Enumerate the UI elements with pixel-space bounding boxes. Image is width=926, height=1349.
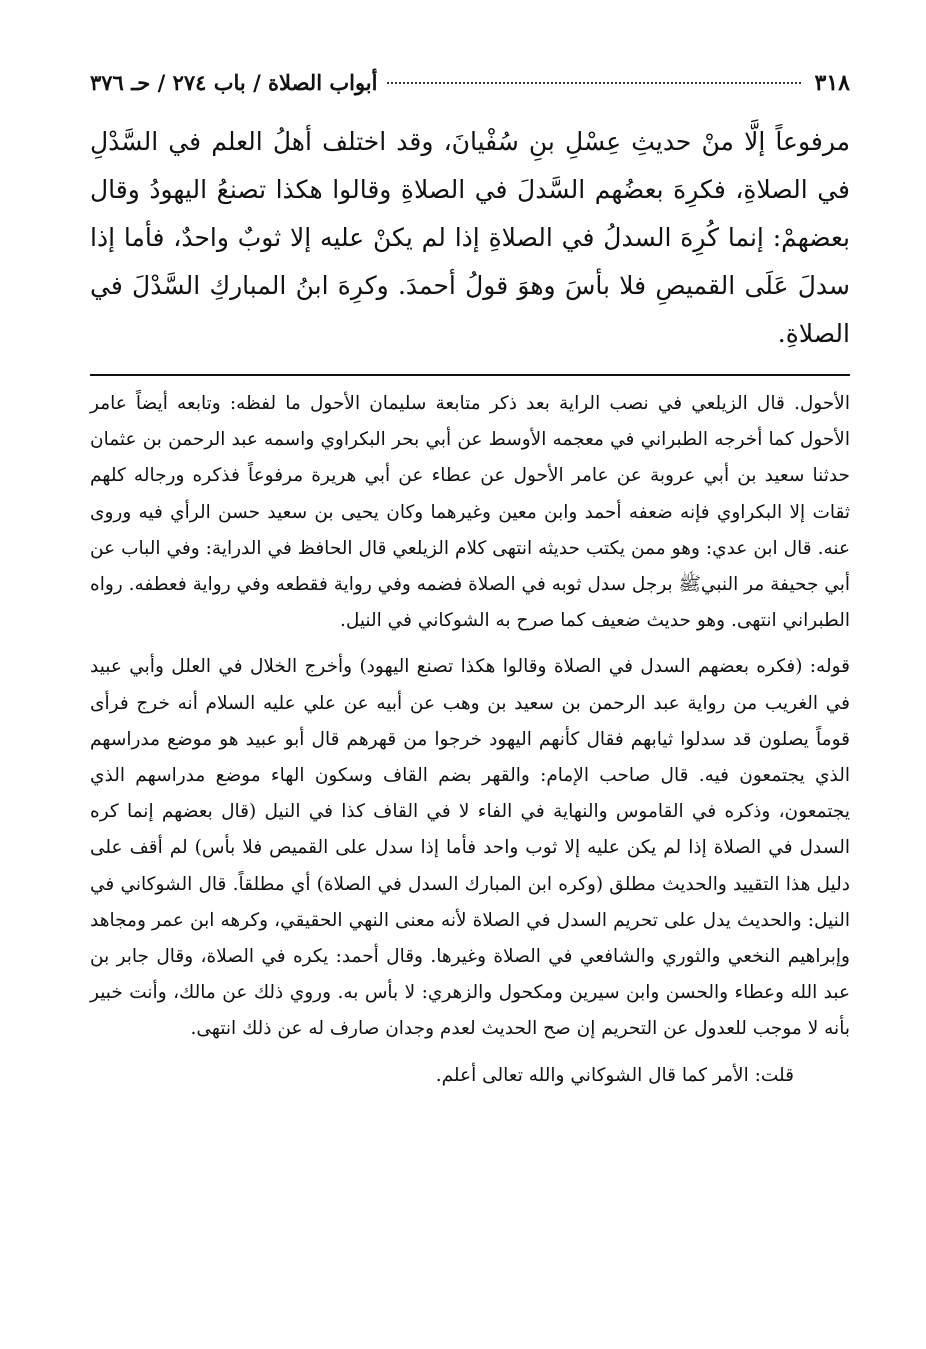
running-title: أبواب الصلاة / باب ٢٧٤ / حـ ٣٧٦ [90, 70, 378, 95]
main-text: مرفوعاً إلَّا منْ حديثِ عِسْلِ بنِ سُفْيانَ، وقد اختلف أهلُ العلم في السَّدْلِ في الصلاةِ، فكرِهَ بعضُهم السَّدلَ في الصلاةِ وقالوا هكذا تصنعُ اليهودُ وقال بعضهمْ: إنما كُرِهَ السدلُ في الصلاةِ إذا لم يكنْ عليه إلا ثوبٌ واحدٌ، فأما إذا سدلَ عَلَى القميصِ فلا بأسَ وهوَ قولُ أحمدَ. وكرِهَ ابنُ المباركِ السَّدْلَ في الصلاةِ. [90, 127, 850, 348]
page-number: ٣١٨ [814, 70, 850, 96]
footnote-paragraph: الأحول. قال الزيلعي في نصب الراية بعد ذكر متابعة سليمان الأحول ما لفظه: وتابعه أيضاً عامر الأحول كما أخرجه الطبراني في معجمه الأوسط عن أبي بحر البكراوي واسمه عبد الرحمن بن عثمان حدثنا سعيد بن أبي عروبة عن عامر الأحول عن عطاء عن أبي هريرة مرفوعاً فذكره ورجاله كلهم ثقات إلا البكراوي فإنه ضعفه أحمد وابن معين وغيرهما وكان يحيى بن سعيد حسن الرأي فيه وروى عنه. قال ابن عدي: وهو ممن يكتب حديثه انتهى كلام الزيلعي قال الحافظ في الدراية: وفي الباب عن أبي جحيفة مر النبيﷺ برجل سدل ثوبه في الصلاة فضمه وفي رواية فقطعه وفي رواية فعطفه. رواه الطبراني انتهى. وهو حديث ضعيف كما صرح به الشوكاني في النيل. [90, 393, 850, 632]
running-title-group [90, 70, 815, 95]
page-header [90, 70, 850, 110]
footnote-paragraph: قلت: الأمر كما قال الشوكاني والله تعالى أعلم. [435, 1064, 794, 1086]
book-page [90, 70, 850, 1104]
footnote-paragraph: قوله: (فكره بعضهم السدل في الصلاة وقالوا هكذا تصنع اليهود) وأخرج الخلال في العلل وأبي عبيد في الغريب من رواية عبد الرحمن بن سعيد بن وهب عن أبيه عن علي عليه السلام أنه خرج فرأى قوماً يصلون قد سدلوا ثيابهم فقال كأنهم اليهود خرجوا من قهرهم قال أبو عبيد هو موضع مدراسهم الذي يجتمعون فيه. قال صاحب الإمام: والقهر بضم القاف وسكون الهاء موضع مدراسهم الذي يجتمعون، وذكره في القاموس والنهاية في الفاء لا في القاف كذا في النيل (قال بعضهم إنما كره السدل في الصلاة إذا لم يكن عليه إلا ثوب واحد فأما إذا سدل على القميص فلا بأس) لم أقف على دليل هذا التقييد والحديث مطلق (وكره ابن المبارك السدل في الصلاة) أي مطلقاً. قال الشوكاني في النيل: والحديث يدل على تحريم السدل في الصلاة لأنه معنى النهي الحقيقي، وكرهه ابن عمر ومجاهد وإبراهيم النخعي والثوري والشافعي في الصلاة وغيرها. وقال أحمد: يكره في الصلاة، وقال جابر بن عبد الله وعطاء والحسن وابن سيرين ومكحول والزهري: لا بأس به. وروي ذلك عن مالك، وأنت خبير بأنه لا موجب للعدول عن التحريم إن صح الحديث لعدم وجدان صارف له عن ذلك انتهى. [90, 656, 850, 1040]
footnotes [90, 386, 850, 1094]
dotted-leader [387, 82, 800, 84]
footnote-divider [90, 374, 850, 376]
